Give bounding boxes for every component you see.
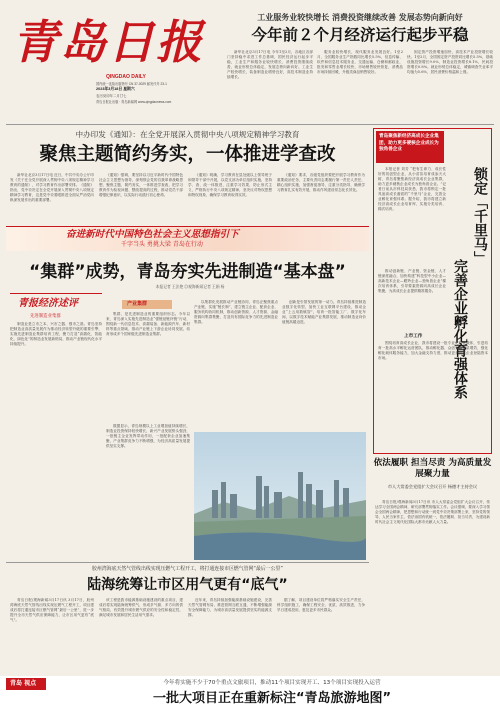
special-banner-subtitle: 千字当头 勇挑大梁 青岛在行动 — [121, 241, 203, 248]
special-body-3b: 创新是引领发展的第一动力。青岛持续推进制造业数字化转型，加快工业互联网平台建设，推动企业“上云用数赋智”，培育一批智能工厂、数字化车间，以数字技术赋能产业集群发展，推动制造业向价值链高端迈进。 — [282, 300, 366, 324]
top-article-col3: 固定资产投资增速加快，高技术产业投资增长较快。1至2月，全国固定资产投资同比增长5.5%，基础设施投资增长9.0%，制造业投资增长8.1%，民间投资增长0.8%。就业形势总体稳定，城镇调查失业率平均值为5.6%，居民消费价格温和上涨。 — [407, 50, 493, 74]
main-story-title: 聚焦主题简约务实，一体推进学查改 — [39, 144, 336, 165]
right-feature-vtitle-2: 完善企业孵化育强体系 — [452, 259, 468, 399]
right-box-subtitle: 市人大常委会党组扩大会议召开 杨德才主持会议 — [387, 484, 478, 489]
right-feature-vtitle-1: 锁定「千里马」 — [472, 167, 488, 265]
main-story-col3: 《通知》明确，学习教育在县处级以上领导班子和领导干部中开展，以党支部为单位组织实施，坚持学、查、改一体推进，注重学习效果，防止形式主义，严格执行中央八项规定精神，坚决反对特权思想和特权现象，确保学习教育取得实效。 — [188, 173, 272, 197]
masthead-lunar: 农历癸卯年二月廿七 — [96, 94, 127, 98]
masthead-logo: 青岛日报 — [12, 15, 204, 69]
masthead-cn-code: 国内统一连续出版物号 CN 37-0029 邮发代号 23-1 — [96, 82, 167, 86]
divider-mid — [6, 562, 369, 563]
special-banner — [6, 226, 369, 251]
sub-head-cluster: 产业集群 — [122, 300, 172, 309]
city-photo — [194, 432, 366, 560]
divider-top — [6, 124, 494, 125]
right-feature-body-1: 本报记者 刘芳 “把有生命力、成长性好的初创型企业，从小苗苗培育成参天大树，青岛将聚焦新经济高成长企业集群，助力更多硬核企业成长为独角兽企业。”记者日前从市科技局获悉，我市将锁定一批具备高成长潜质的“千里马”企业，完善企业孵化育强体系。据介绍，我市将建立新经济高成长企业培育库，实施分类培育、梯次培育。 — [378, 167, 446, 211]
masthead — [6, 4, 224, 126]
bottom-kicker: 今年将实施不少于70个重点文旅项目，推动11个项目实现开工、13个项目实现投入运营 — [163, 680, 381, 686]
right-box-title: 依法履职 担当尽责 为高质量发展聚力量 — [373, 458, 492, 479]
right-box-body: 青岛日报/观海新闻3月17日讯 市人大常委会党组扩大会议召开，传达学习全国两会精神，研究部署贯彻落实工作。会议强调，要深入学习领会全国两会精神，把思想和行动统一到党中央决策部署上来，坚持党的领导、人民当家作主、依法治国有机统一，依法履职、担当尽责，为建设新时代社会主义现代化国际大都市贡献人大力量。 — [375, 500, 490, 524]
special-body-3: 以集群化发展推动产业链协同，青岛正聚焦重点产业链，实施“链长制”，建立链主企业、配套企业、服务机构协同机制，推动创新资源、人才资源、金融资源向集群集聚，打造具有国际竞争力的先进制造业集群。 — [194, 300, 278, 324]
top-article-col1: 新华社北京3月17日电 今年1至2月，各地区各部门坚持稳中求进工作总基调，国民经济运行起步平稳，工业生产和服务业较快增长，消费投资继续改善，就业形势总体稳定，发展态势向新向好。工业生产较快增长，装备制造业增势良好，高技术制造业持续增长。 — [227, 50, 313, 79]
top-headline-title: 今年前２个月经济运行起步平稳 — [251, 26, 469, 44]
bottom-label-box: 青岛 视点 — [6, 678, 46, 690]
commentary-box — [10, 293, 102, 560]
commentary-title: 青报经济述评 — [18, 298, 78, 309]
commentary-body: 制造业是立市之本、兴市之器、强市之基。青岛坚持把制造业高质量发展作为推动经济转型升级的重要引擎，实施先进制造业集群培育工程，聚力打造“高端化、智能化、绿色化”的制造业发展新格局，推动产业链现代化水平持续提升。 — [10, 322, 102, 346]
bottom-strip — [0, 676, 500, 718]
story3-title: 陆海统筹让市区用气更有“底气” — [87, 577, 288, 593]
masthead-date: 2023年3月18日 星期六 — [96, 87, 135, 91]
right-feature — [373, 128, 492, 454]
masthead-site: 青岛日报社出版 · 青岛新闻网 www.qingdaonews.com — [96, 100, 172, 104]
bottom-title: 一批大项目正在重新标注“青岛旅游地图” — [152, 691, 392, 706]
masthead-pinyin: QINGDAO DAILY — [106, 74, 146, 80]
special-body-1: 集群，是先进制造业的重要组织形态。今年以来，青岛深入实施先进制造业“强链延链补链”行动，围绕新一代信息技术、高端装备、新能源汽车、新材料等重点领域，推动产业链上下游企业协同发展，培育形成多个国家级先进制造业集群。 — [106, 312, 190, 336]
story3-col3: 近年来，青岛持续加强能源基础设施建设，完善天然气管网布局，推进管网互联互通，不断增强能源安全保障能力，为城市高质量发展提供坚实的能源支撑。 — [188, 598, 272, 617]
story3-col2: 该工程是我市能源基础设施建设的重点项目，建成后将实现陆海统筹供气，形成多气源、多方向的供气格局，有效提升城市燃气供应的安全性和稳定性，满足城市发展和居民生活用气需求。 — [99, 598, 183, 617]
right-feature-section: 上市工作 — [404, 334, 423, 339]
special-banner-title: 奋进新时代中国特色社会主义思想指引下 — [66, 229, 239, 240]
main-story-col4: 《通知》要求，各级党组织要把开展学习教育作为重要政治任务，主要负责同志要履行第一责任人责任，精心组织实施，加强督促指导，注重分类指导，确保学习教育扎实有效开展，推动作风建设常态化长效化。 — [277, 173, 365, 192]
story3-col4: 据了解，项目建设单位将严格落实安全生产责任，科学组织施工，确保工程安全、优质、高效推进，力争早日建成投用，惠及更多市民群众。 — [277, 598, 365, 612]
story3-kicker: 胶州湾海底天然气管线出线实现压燃气工程开工，将打通连接市区燃气管网“最后一公里” — [92, 566, 283, 572]
main-story-col2: 《通知》强调，要坚持以习近平新时代中国特色社会主义思想为指导，深刻领会党的自我革命战略思想，聚焦主题、简约务实，一体推进学查改，把学习教育作为检视问题、整改提高的过程，推动党员干部增强纪律意识，以实际行动践行初心使命。 — [99, 173, 183, 197]
special-body-2: 数据显示，青岛规模以上工业增加值持续增长，制造业投资保持较快增长，新兴产业发展势头强劲，一批链主企业发挥带动作用，一批配套企业加速集聚，产业集群竞争力不断增强，为经济高质量发展提供坚实支撑。 — [106, 424, 190, 448]
commentary-subtitle: 先进制造业集群 — [30, 314, 61, 319]
top-article-col2: 服务业较快增长，现代服务业发展良好。1至2月，全国服务业生产指数同比增长5.5%，信息传输、软件和信息技术服务业，交通运输、仓储和邮政业，批发和零售业增长较快，市场销售较快恢复，消费品市场持续回暖，升级类商品销售较好。 — [317, 50, 403, 74]
right-feature-redbox: 青岛聚焦新经济高成长企业集团，助力更多硬核企业成长为独角兽企业 — [376, 131, 444, 163]
right-feature-body-3: 围绕培育高成长企业，我市将建设一批专业化孵化载体，引进培育一批高水平孵化运营团队，推动孵化器、众创空间提质增效，强化孵化载体服务能力，加大金融支持力度，推动更多优质企业登陆资本市场。 — [378, 341, 488, 360]
special-title: “集群”成势，青岛夯实先进制造“基本盘” — [29, 262, 346, 282]
main-story-kicker: 中办印发《通知》：在全党开展深入贯彻中央八项规定精神学习教育 — [75, 130, 300, 139]
city-skyline-illustration — [194, 432, 366, 560]
special-byline: 本报记者 王法艳 ◎观海新闻记者 王娟 杨 — [155, 285, 225, 289]
right-feature-body-2: 推动创新链、产业链、资金链、人才链深度融合，加快构建“科技型中小企业—高新技术企业—瞪羚企业—独角兽企业”梯次培育体系，引导要素资源向高成长企业集聚，为高成长企业提供精准服务。 — [378, 269, 446, 293]
story3-col1: 青岛日报/观海新闻3月17日讯 3月17日，胶州湾海底天然气管线出线实现压燃气工程开工，项目建成后将打通连接市区燃气管网“最后一公里”，进一步提升全市天然气供应保障能力，让市区用气更有“底气”。 — [10, 598, 94, 622]
top-headline-kicker: 工业服务业较快增长 消费投资继续改善 发展态势向新向好 — [257, 13, 463, 22]
main-story-col1: 新华社北京3月17日电 近日，中共中央办公厅印发《关于在全党开展深入贯彻中央八项规定精神学习教育的通知》，对学习教育作出部署安排。《通知》指出，党中央决定在全党开展深入贯彻中央八项规定精神学习教育，这是党中央着眼推进全面从严治党向纵深发展作出的重要部署。 — [10, 173, 94, 202]
